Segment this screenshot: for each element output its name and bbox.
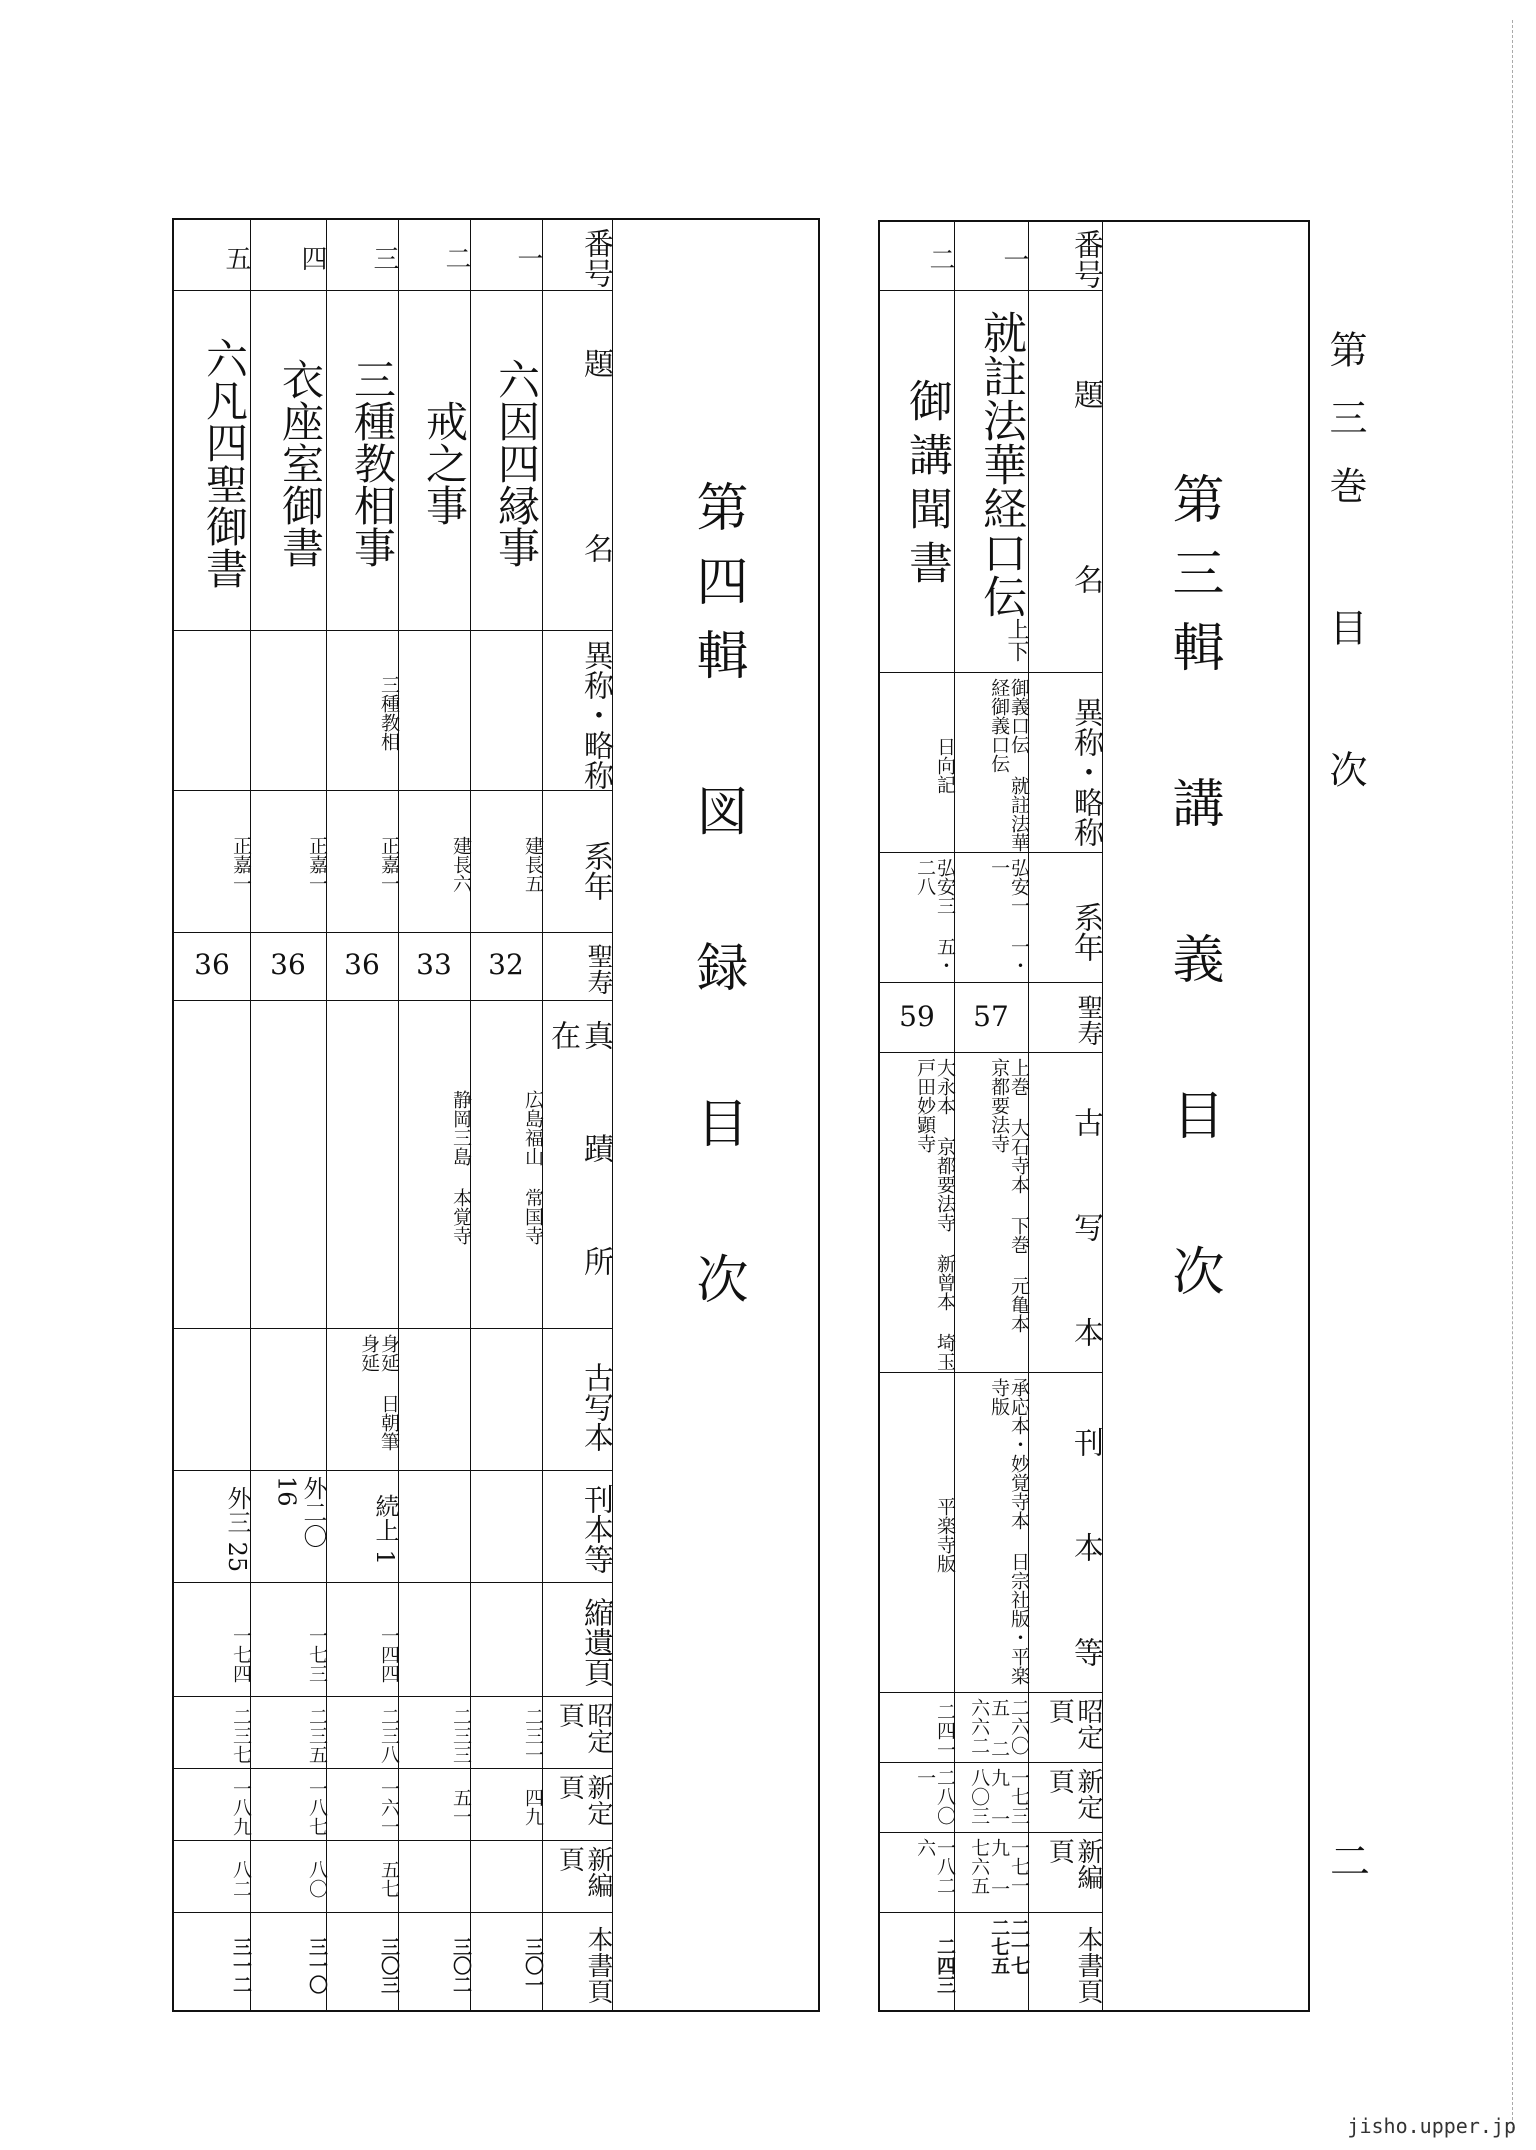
s3-row1-year: 弘安一 一・一 xyxy=(988,858,1030,975)
s3-header-name: 題 名 xyxy=(1068,378,1103,654)
right-margin-rule xyxy=(1512,20,1513,2130)
s4-row2-location: 静岡三島 本覚寺 xyxy=(450,1089,472,1245)
s4-row5-name: 六凡四聖御書 xyxy=(200,337,249,589)
s4-row3-printed: 続上 1 xyxy=(371,1493,399,1565)
s4-row2-name: 戒之事 xyxy=(420,400,469,526)
s4-row3-shinpen: 五七 xyxy=(378,1860,400,1898)
s4-row3-alias: 三種教相 xyxy=(378,675,400,751)
section3-table xyxy=(878,220,1310,2012)
s3-row1-printed: 承応本・妙覚寺本 日宗社版・平楽寺版 xyxy=(988,1378,1030,1685)
s4-header-location: 真 蹟 所 在 xyxy=(545,1020,613,1300)
s3-row2-shintei: 二八〇一 xyxy=(914,1768,956,1825)
s4-row1-no: 一 xyxy=(513,245,543,271)
s3-row2-age: 59 xyxy=(899,1000,935,1033)
s4-row1-age: 32 xyxy=(488,948,524,981)
s4-row4-shukui: 一七三 xyxy=(306,1625,328,1683)
s4-row1-shotei: 二三一 xyxy=(522,1706,544,1764)
s4-row3-honsho: 三〇三 xyxy=(378,1936,400,1994)
s4-row4-printed: 外二〇 16 xyxy=(272,1476,327,1548)
s4-row4-honsho: 三一〇 xyxy=(306,1936,328,1994)
source-credit: jisho.upper.jp xyxy=(1347,2114,1516,2138)
s3-row1-no: 一 xyxy=(999,246,1029,272)
s3-row1-honsho: 二一七 二七五 xyxy=(988,1918,1030,1975)
s3-row1-shotei: 二六〇五 二六六二 xyxy=(968,1698,1030,1758)
s4-row5-no: 五 xyxy=(221,245,251,271)
s4-header-honsho: 本書頁 xyxy=(583,1926,613,2004)
s4-row1-year: 建長五 xyxy=(522,835,544,893)
s4-header-shukui: 縮遺頁 xyxy=(578,1597,613,1687)
s4-header-printed: 刊本等 xyxy=(578,1484,613,1574)
section3-title: 第三輯 講 義 目 次 xyxy=(1163,472,1223,1318)
s4-row1-shintei: 四九 xyxy=(522,1788,544,1826)
page-number: 二 xyxy=(1330,1839,1370,1885)
s3-row1-name: 就註法華経口伝 上下 xyxy=(975,310,1029,662)
s4-row3-manuscript: 身延 日朝筆 身延 xyxy=(358,1334,400,1451)
s3-row2-printed: 平楽寺版 xyxy=(934,1497,956,1573)
s3-row2-name: 御講聞書 xyxy=(901,378,952,594)
s4-header-shinpen: 新編頁 xyxy=(554,1846,613,1898)
s3-header-shotei: 昭定頁 xyxy=(1044,1698,1103,1750)
s4-row4-age: 36 xyxy=(270,948,306,981)
s4-row1-location: 広島福山 常国寺 xyxy=(522,1089,544,1245)
running-head: 第三巻 目 次 xyxy=(1323,330,1367,818)
s4-row5-printed: 外三 25 xyxy=(223,1485,251,1573)
s3-header-printed: 刊 本 等 xyxy=(1068,1427,1103,1687)
s4-row2-age: 33 xyxy=(416,948,452,981)
s4-row5-shinpen: 八二 xyxy=(230,1860,252,1898)
s4-row2-honsho: 三〇二 xyxy=(450,1936,472,1994)
s4-row4-year: 正嘉一 xyxy=(306,835,328,893)
s4-row4-no: 四 xyxy=(297,245,327,271)
s4-row3-year: 正嘉一 xyxy=(378,835,400,893)
s4-row4-shotei: 二三五 xyxy=(306,1706,328,1764)
s4-header-manuscript: 古写本 xyxy=(578,1362,613,1452)
s3-header-no: 番号 xyxy=(1068,229,1103,289)
s3-row2-manuscript: 大永本 京都要法寺 新曾本 埼玉戸田妙顕寺 xyxy=(914,1058,956,1371)
s3-row2-shinpen: 一八二六 xyxy=(914,1838,956,1895)
s4-row4-shintei: 一八七 xyxy=(306,1778,328,1836)
s3-header-manuscript: 古 写 本 xyxy=(1068,1107,1103,1367)
s4-row1-name: 六因四縁事 xyxy=(492,358,541,568)
s4-row3-no: 三 xyxy=(369,245,399,271)
s3-header-year: 系年 xyxy=(1068,902,1103,962)
s4-row3-shintei: 一六一 xyxy=(378,1778,400,1836)
s4-header-name: 題 名 xyxy=(578,347,613,623)
s3-row1-shinpen: 一七一九 一七六五 xyxy=(968,1838,1030,1898)
s4-row2-no: 二 xyxy=(441,245,471,271)
s3-row1-manuscript: 上巻 大石寺本 下巻 元亀本 京都要法寺 xyxy=(988,1058,1030,1333)
s4-header-no: 番号 xyxy=(578,228,613,288)
s4-header-shotei: 昭定頁 xyxy=(554,1702,613,1754)
s4-row5-shotei: 二三七 xyxy=(230,1706,252,1764)
s3-row1-alias: 御義口伝 就註法華経御義口伝 xyxy=(988,678,1030,852)
s4-row2-shotei: 二三三 xyxy=(450,1706,472,1764)
s3-header-shintei: 新定頁 xyxy=(1044,1768,1103,1820)
s4-row2-year: 建長六 xyxy=(450,835,472,893)
s4-header-year: 系年 xyxy=(578,841,613,901)
s4-row1-honsho: 三〇一 xyxy=(522,1936,544,1994)
s3-row2-alias: 日向記 xyxy=(934,736,956,794)
s4-row3-name: 三種教相事 xyxy=(348,358,397,568)
s4-row5-shukui: 一七四 xyxy=(230,1625,252,1683)
s4-row3-age: 36 xyxy=(344,948,380,981)
s3-header-alias: 異称・略称 xyxy=(1068,697,1103,847)
s4-row3-shotei: 二三八 xyxy=(378,1706,400,1764)
s4-header-age: 聖寿 xyxy=(583,943,613,995)
s4-header-alias: 異称・略称 xyxy=(578,640,613,790)
s3-header-age: 聖寿 xyxy=(1073,994,1103,1046)
s3-row2-year: 弘安三 五・二八 xyxy=(914,858,956,975)
s4-row5-year: 正嘉一 xyxy=(230,835,252,893)
s3-row1-shintei: 一七三九 一八〇三 xyxy=(968,1768,1030,1828)
s4-header-shintei: 新定頁 xyxy=(554,1774,613,1826)
s4-row5-honsho: 三一二 xyxy=(230,1936,252,1994)
section4-table xyxy=(172,218,820,2012)
section4-title: 第四輯 図 録 目 次 xyxy=(687,480,747,1326)
s4-row4-shinpen: 八〇 xyxy=(306,1860,328,1898)
s3-header-shinpen: 新編頁 xyxy=(1044,1838,1103,1890)
s4-row2-shintei: 五一 xyxy=(450,1788,472,1826)
s4-row5-age: 36 xyxy=(194,948,230,981)
s3-header-honsho: 本書頁 xyxy=(1073,1926,1103,2004)
s4-row4-name: 衣座室御書 xyxy=(276,358,325,568)
s3-row2-no: 二 xyxy=(925,246,955,272)
s4-row5-shintei: 一八九 xyxy=(230,1778,252,1836)
s4-row3-shukui: 一四四 xyxy=(378,1625,400,1683)
s3-row2-honsho: 二四三 xyxy=(934,1936,956,1994)
s3-row2-shotei: 二四一 xyxy=(934,1701,956,1759)
s3-row1-age: 57 xyxy=(973,1000,1009,1033)
